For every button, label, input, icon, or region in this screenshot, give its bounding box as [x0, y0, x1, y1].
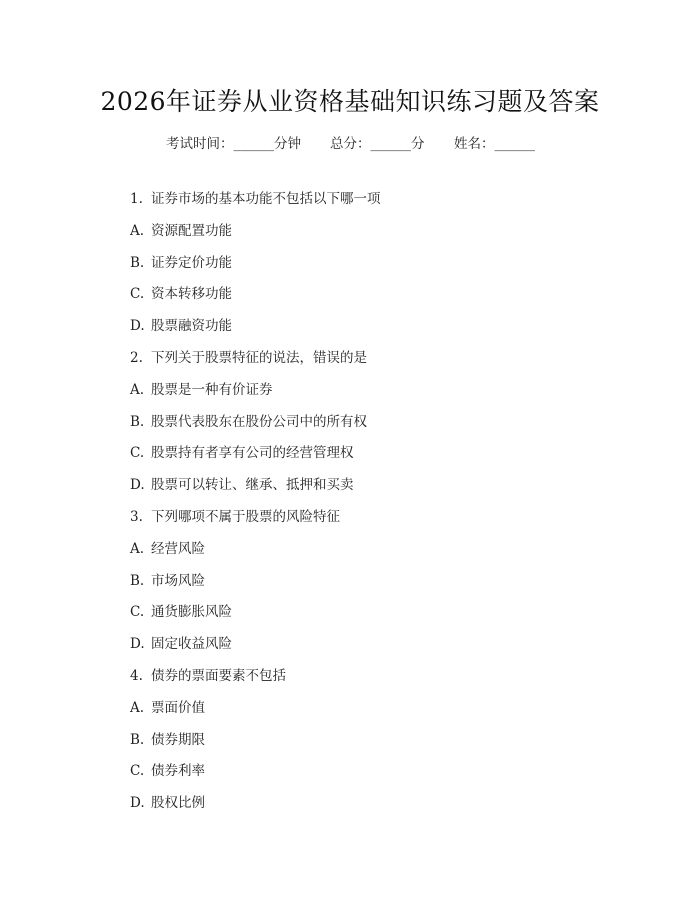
question-text: 证券市场的基本功能不包括以下哪一项 — [151, 191, 381, 207]
question-number: 4. — [130, 667, 143, 684]
question-text: 下列关于股票特征的说法，错误的是 — [151, 349, 367, 366]
option-text: 股票融资功能 — [151, 318, 232, 335]
option-item — [0, 282, 700, 314]
option-item — [0, 473, 700, 505]
option-item — [0, 632, 700, 664]
option-letter: D. — [130, 636, 145, 653]
option-item — [0, 314, 700, 346]
option-text: 债券期限 — [151, 731, 205, 748]
option-item — [0, 441, 700, 473]
option-letter: B. — [130, 572, 145, 589]
option-text: 股票是一种有价证券 — [151, 381, 273, 398]
option-item — [0, 696, 700, 728]
question-number: 3. — [130, 508, 143, 525]
option-item — [0, 219, 700, 251]
option-item — [0, 537, 700, 569]
option-text: 固定收益风险 — [151, 636, 232, 653]
option-letter: D. — [130, 795, 145, 812]
option-letter: B. — [130, 413, 145, 430]
option-text: 股票可以转让、继承、抵押和买卖 — [151, 477, 354, 494]
option-item — [0, 378, 700, 410]
exam-time-field: 考试时间：______分钟 — [166, 136, 301, 152]
option-item — [0, 791, 700, 823]
option-letter: B. — [130, 731, 145, 748]
option-text: 资本转移功能 — [151, 286, 232, 303]
option-item — [0, 728, 700, 760]
question-4 — [0, 664, 700, 696]
option-letter: C. — [130, 604, 145, 621]
question-2 — [0, 346, 700, 378]
page-title: 2026年证券从业资格基础知识练习题及答案 — [100, 87, 600, 116]
option-letter: A. — [130, 699, 145, 716]
option-text: 通货膨胀风险 — [151, 604, 232, 621]
option-text: 票面价值 — [151, 699, 205, 716]
option-text: 股权比例 — [151, 795, 205, 812]
option-letter: D. — [130, 477, 145, 494]
total-score-field: 总分：______分 — [330, 136, 425, 152]
option-text: 资源配置功能 — [151, 222, 232, 239]
name-field: 姓名：______ — [454, 136, 535, 152]
question-3 — [0, 505, 700, 537]
option-item — [0, 759, 700, 791]
option-item — [0, 600, 700, 632]
option-letter: C. — [130, 286, 145, 303]
question-number: 1. — [130, 191, 143, 207]
option-letter: B. — [130, 254, 145, 271]
option-item — [0, 251, 700, 283]
option-item — [0, 410, 700, 442]
question-text: 债券的票面要素不包括 — [151, 667, 286, 684]
option-text: 证券定价功能 — [151, 254, 232, 271]
option-letter: A. — [130, 540, 145, 557]
option-letter: A. — [130, 381, 145, 398]
question-1 — [0, 187, 700, 219]
option-letter: A. — [130, 222, 145, 239]
option-item — [0, 569, 700, 601]
question-number: 2. — [130, 349, 143, 366]
option-letter: C. — [130, 445, 145, 462]
option-letter: D. — [130, 318, 145, 335]
option-letter: C. — [130, 763, 145, 780]
option-text: 市场风险 — [151, 572, 205, 589]
option-text: 债券利率 — [151, 763, 205, 780]
option-text: 经营风险 — [151, 540, 205, 557]
option-text: 股票代表股东在股份公司中的所有权 — [151, 413, 367, 430]
question-list — [0, 187, 700, 823]
option-text: 股票持有者享有公司的经营管理权 — [151, 445, 354, 462]
question-text: 下列哪项不属于股票的风险特征 — [151, 508, 340, 525]
